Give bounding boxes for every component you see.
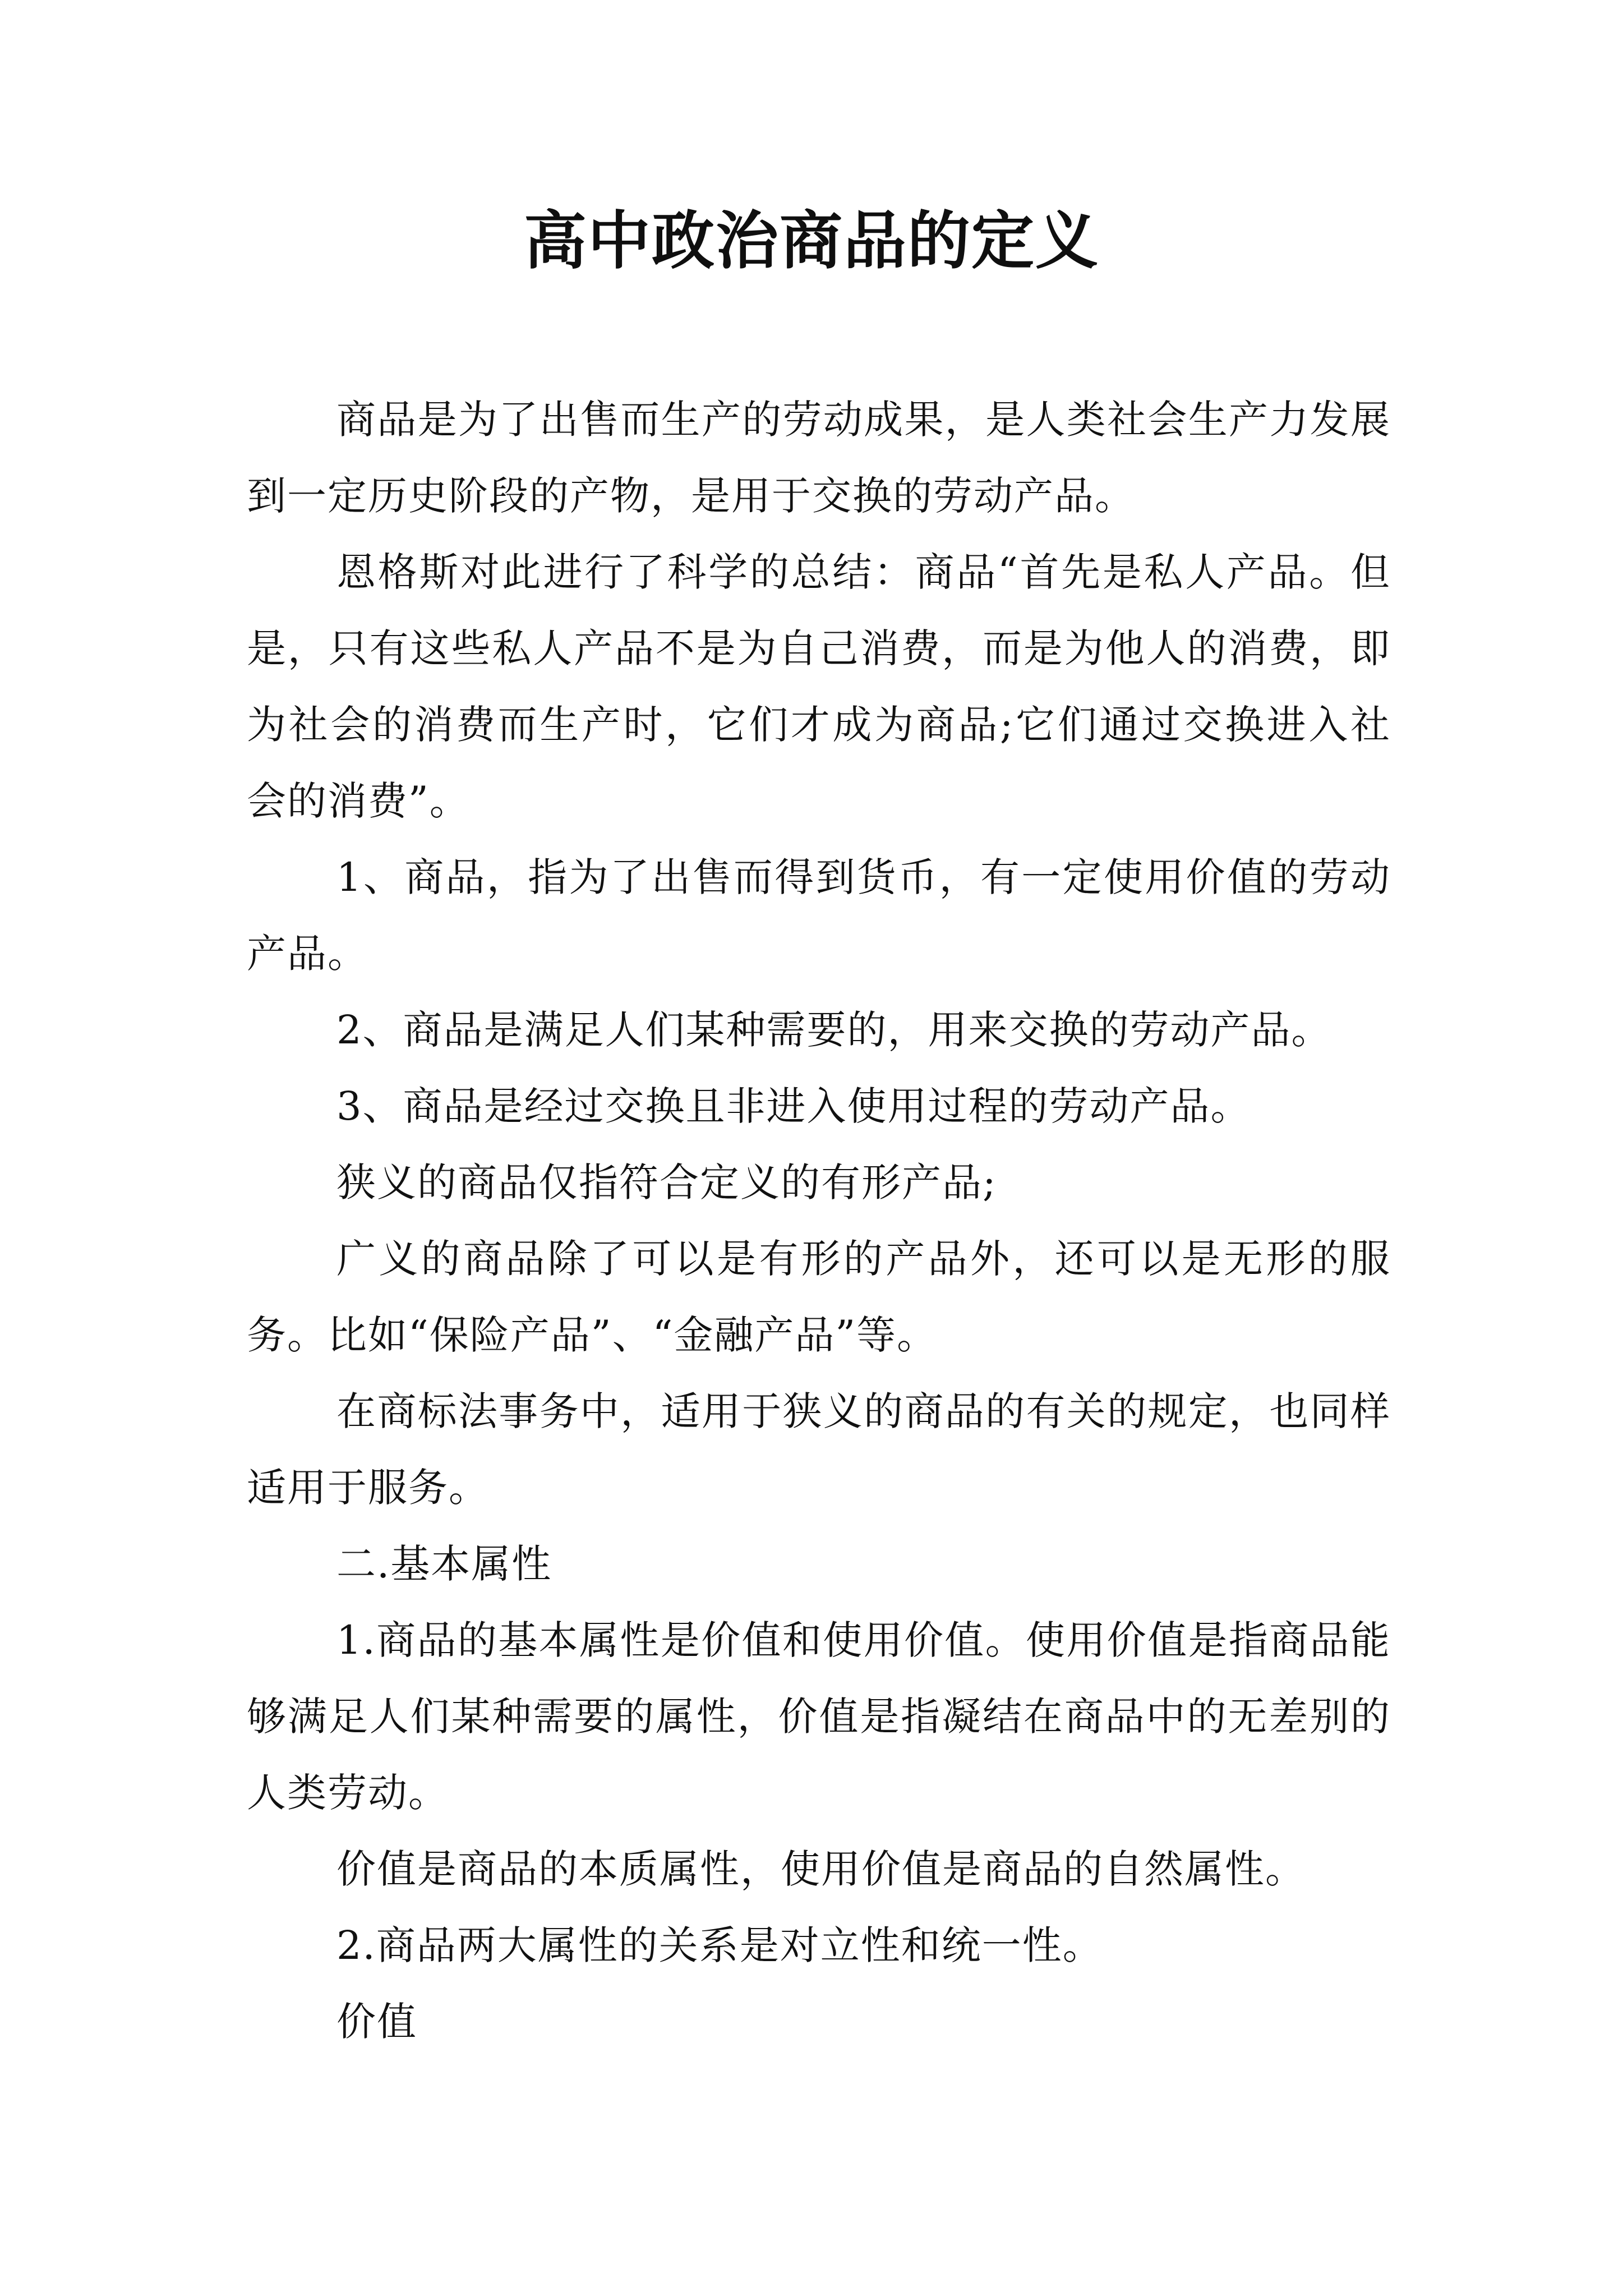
paragraph: 恩格斯对此进行了科学的总结：商品“首先是私人产品。但是，只有这些私人产品不是为自己消费，而是为他人的消费，即为社会的消费而生产时，它们才成为商品;它们通过交换进入社会的消费”。 — [247, 549, 1391, 824]
paragraph: 价值 — [336, 1999, 417, 2045]
section-heading: 二.基本属性 — [336, 1541, 552, 1587]
list-item: 1、商品，指为了出售而得到货币，有一定使用价值的劳动产品。 — [247, 854, 1391, 977]
paragraph: 2.商品两大属性的关系是对立性和统一性。 — [336, 1922, 1103, 1968]
paragraph: 1.商品的基本属性是价值和使用价值。使用价值是指商品能够满足人们某种需要的属性，价值是指凝结在商品中的无差别的人类劳动。 — [247, 1617, 1391, 1816]
list-item: 3、商品是经过交换且非进入使用过程的劳动产品。 — [336, 1083, 1251, 1129]
paragraph: 在商标法事务中，适用于狭义的商品的有关的规定，也同样适用于服务。 — [247, 1388, 1391, 1511]
paragraph: 商品是为了出售而生产的劳动成果，是人类社会生产力发展到一定历史阶段的产物，是用于交换的劳动产品。 — [247, 397, 1391, 519]
paragraph: 广义的商品除了可以是有形的产品外，还可以是无形的服务。比如“保险产品”、“金融产品”等。 — [247, 1236, 1391, 1358]
list-item: 2、商品是满足人们某种需要的，用来交换的劳动产品。 — [336, 1007, 1332, 1053]
paragraph: 狭义的商品仅指符合定义的有形产品; — [336, 1159, 997, 1205]
document-title: 高中政治商品的定义 — [524, 204, 1099, 278]
paragraph: 价值是商品的本质属性，使用价值是商品的自然属性。 — [336, 1846, 1306, 1892]
document-body — [247, 381, 1391, 2060]
